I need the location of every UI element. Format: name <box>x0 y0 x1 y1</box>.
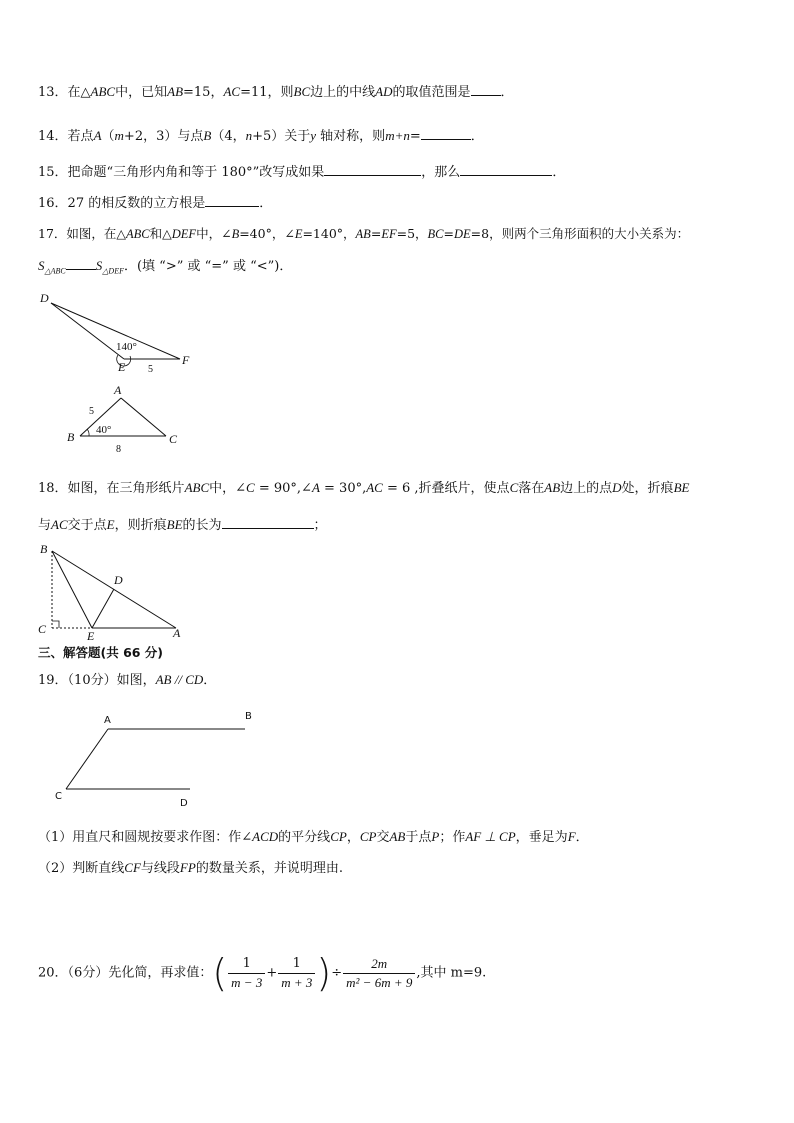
label-b: B <box>245 711 252 722</box>
question-19-part1: （1）用直尺和圆规按要求作图：作∠ACD的平分线CP，CP交AB于点P；作AF ⊥ CP，垂足为F． <box>38 829 589 845</box>
label-c: C <box>169 432 178 446</box>
label-e: E <box>118 360 126 374</box>
label-d: D <box>40 291 49 305</box>
label-d: D <box>180 798 188 809</box>
label-length-ef: 5 <box>148 364 153 375</box>
question-18: 18．如图，在三角形纸片ABC中，∠C = 90°,∠A = 30°,AC = 6 ,折叠纸片，使点C落在AB边上的点D处，折痕BE <box>38 480 690 496</box>
label-a: A <box>173 626 181 640</box>
label-f: F <box>182 353 190 367</box>
right-paren: ) <box>316 951 332 995</box>
question-17: 17．如图，在△ABC和△DEF中，∠B=40°，∠E=140°，AB=EF=5，BC=DE=8，则两个三角形面积的大小关系为： <box>38 226 690 241</box>
segment-ca <box>66 729 108 789</box>
label-b: B <box>40 542 48 556</box>
fraction-2: $\frac{1}{m + 3}$ <box>278 955 315 992</box>
label-d: D <box>114 573 123 587</box>
fraction-3: $\frac{2m}{\text{m² − 6m + 9}}$ <box>343 955 415 992</box>
label-a: A <box>114 383 122 397</box>
label-angle-b: 40° <box>96 424 112 436</box>
label-c: C <box>38 622 47 636</box>
question-15: 15．把命题“三角形内角和等于 180°”改写成如果 ，那么 ． <box>38 165 566 180</box>
question-20: 20．（6分）先化简，再求值：( $\frac{1}{m - 3}$ + $\frac{1}{m + 3}$ )÷ $\frac{2m}{\text{m² − 6m + 9}}$ ,其中 m=9. <box>38 951 487 995</box>
label-length-bc: 8 <box>116 444 121 455</box>
question-16: 16．27 的相反数的立方根是 ． <box>38 196 273 211</box>
fraction-1: $\frac{1}{m - 3}$ <box>228 955 265 992</box>
question-19: 19．（10分）如图，AB // CD． <box>38 672 217 688</box>
question-17-line2: $S_{\triangle ABC}$ $S_{\triangle DEF}$．(填 “>” 或 “=” 或 “<”)． <box>38 258 293 276</box>
label-angle-e: 140° <box>116 341 137 353</box>
label-length-ab: 5 <box>89 406 94 417</box>
section-title: 三、解答题(共 66 分) <box>38 645 164 660</box>
question-19-part2: （2）判断直线CF与线段FP的数量关系，并说明理由. <box>38 860 343 876</box>
label-a: A <box>104 715 111 726</box>
label-c: C <box>55 791 62 802</box>
question-14: 14．若点A（m+2，3）与点B（4，n+5）关于y 轴对称，则m+n= ． <box>38 128 484 144</box>
question-13: 13．在△ABC中，已知AB=15，AC=11，则BC边上的中线AD的取值范围是 ． <box>38 84 514 100</box>
label-b: B <box>67 430 75 444</box>
left-paren: ( <box>212 951 228 995</box>
label-e: E <box>87 629 95 643</box>
question-18-line2: 与AC交于点E，则折痕BE的长为 ； <box>38 517 327 533</box>
